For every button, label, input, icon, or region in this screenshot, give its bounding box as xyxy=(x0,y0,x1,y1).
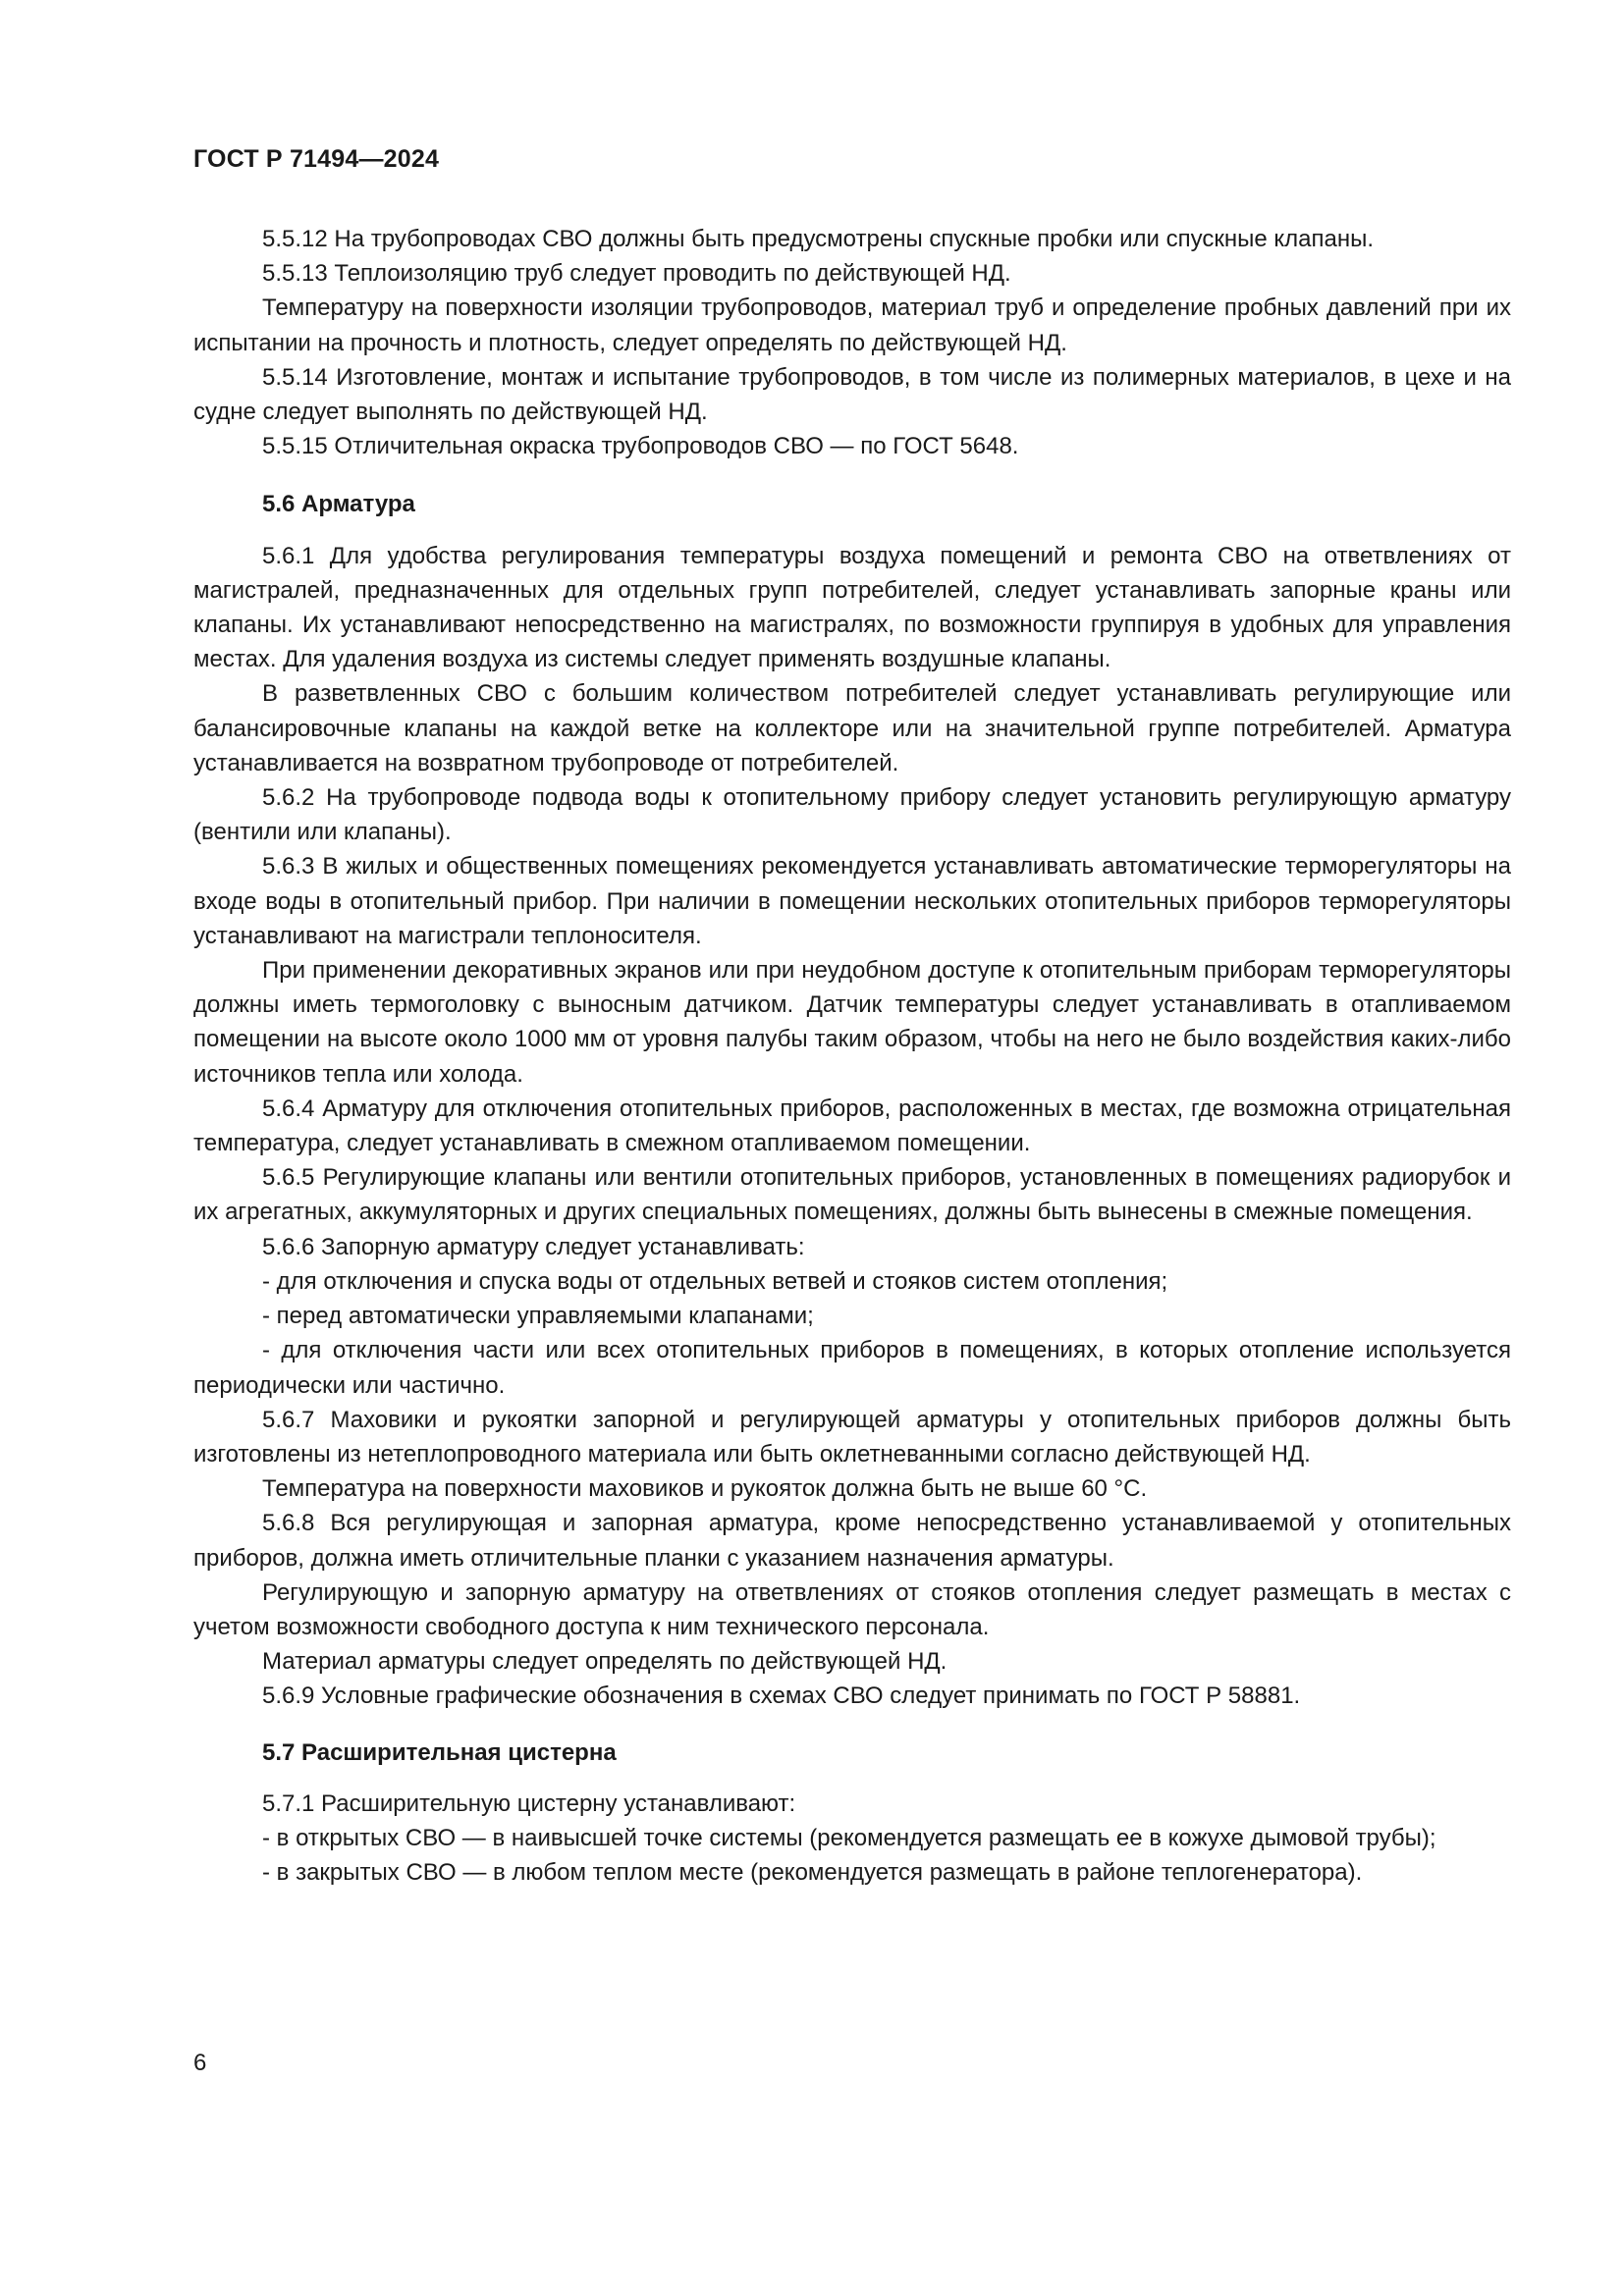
paragraph: 5.6.8 Вся регулирующая и запорная арматура, кроме непосредственно устанавливаемой у отопительных приборов, должна иметь отличительные планки с указанием назначения арматуры. xyxy=(193,1510,1511,1572)
page-number: 6 xyxy=(193,2050,207,2076)
paragraph: 5.6.6 Запорную арматуру следует устанавливать: xyxy=(262,1233,805,1260)
section-heading-5-7: 5.7 Расширительная цистерна xyxy=(262,1738,617,1766)
paragraph: Температура на поверхности маховиков и рукояток должна быть не выше 60 °C. xyxy=(262,1475,1148,1503)
paragraph: 5.6.9 Условные графические обозначения в схемах СВО следует принимать по ГОСТ Р 58881. xyxy=(262,1682,1301,1710)
paragraph: Материал арматуры следует определять по действующей НД. xyxy=(262,1648,947,1676)
document-body xyxy=(193,222,1511,1890)
section-heading-5-6: 5.6 Арматура xyxy=(262,491,415,518)
paragraph: 5.6.5 Регулирующие клапаны или вентили отопительных приборов, установленных в помещениях радиорубок и их агрегатных, аккумуляторных и других специальных помещениях, должны быть вынесены в смежные помещения. xyxy=(193,1164,1511,1226)
list-item: - для отключения и спуска воды от отдельных ветвей и стояков систем отопления; xyxy=(262,1267,1168,1295)
document-code-header: ГОСТ Р 71494—2024 xyxy=(193,145,440,173)
paragraph: 5.6.1 Для удобства регулирования температуры воздуха помещений и ремонта СВО на ответвлениях от магистралей, предназначенных для отдельных групп потребителей, следует устанавливать запорные краны или клапаны. Их устанавливают непосредственно на магистралях, по возможности группируя в удобных для управления местах. Для удаления воздуха из системы следует применять воздушные клапаны. xyxy=(193,542,1511,673)
list-item: - в открытых СВО — в наивысшей точке системы (рекомендуется размещать ее в кожухе дымовой трубы); xyxy=(262,1824,1436,1851)
paragraph: 5.6.4 Арматуру для отключения отопительных приборов, расположенных в местах, где возможна отрицательная температура, следует устанавливать в смежном отапливаемом помещении. xyxy=(193,1095,1511,1157)
paragraph: 5.5.14 Изготовление, монтаж и испытание трубопроводов, в том числе из полимерных материалов, в цехе и на судне следует выполнять по действующей НД. xyxy=(193,363,1511,426)
paragraph: 5.5.12 На трубопроводах СВО должны быть предусмотрены спускные пробки или спускные клапаны. xyxy=(262,226,1374,252)
paragraph: 5.7.1 Расширительную цистерну устанавливают: xyxy=(262,1789,796,1817)
paragraph: В разветвленных СВО с большим количеством потребителей следует устанавливать регулирующие или балансировочные клапаны на каждой ветке на коллекторе или на значительной группе потребителей. Арматура устанавливается на возвратном трубопроводе от потребителей. xyxy=(193,680,1511,776)
paragraph: 5.5.15 Отличительная окраска трубопроводов СВО — по ГОСТ 5648. xyxy=(262,433,1019,460)
paragraph: 5.5.13 Теплоизоляцию труб следует проводить по действующей НД. xyxy=(262,260,1011,288)
paragraph: 5.6.3 В жилых и общественных помещениях рекомендуется устанавливать автоматические терморегуляторы на входе воды в отопительный прибор. При наличии в помещении нескольких отопительных приборов терморегуляторы устанавливают на магистрали теплоносителя. xyxy=(193,853,1511,949)
paragraph: 5.6.2 На трубопроводе подвода воды к отопительному прибору следует установить регулирующую арматуру (вентили или клапаны). xyxy=(193,784,1511,846)
paragraph: При применении декоративных экранов или при неудобном доступе к отопительным приборам терморегуляторы должны иметь термоголовку с выносным датчиком. Датчик температуры следует устанавливать в отапливаемом помещении на высоте около 1000 мм от уровня палубы таким образом, чтобы на него не было воздействия каких-либо источников тепла или холода. xyxy=(193,957,1511,1088)
list-item: - в закрытых СВО — в любом теплом месте (рекомендуется размещать в районе теплогенератора). xyxy=(262,1859,1363,1887)
paragraph: Регулирующую и запорную арматуру на ответвлениях от стояков отопления следует размещать в местах с учетом возможности свободного доступа к ним технического персонала. xyxy=(193,1578,1511,1640)
list-item: - перед автоматически управляемыми клапанами; xyxy=(262,1303,814,1330)
list-item: - для отключения части или всех отопительных приборов в помещениях, в которых отопление используется периодически или частично. xyxy=(193,1337,1511,1399)
paragraph: 5.6.7 Маховики и рукоятки запорной и регулирующей арматуры у отопительных приборов должны быть изготовлены из нетеплопроводного материала или быть оклетневанными согласно действующей НД. xyxy=(193,1406,1511,1468)
paragraph: Температуру на поверхности изоляции трубопроводов, материал труб и определение пробных давлений при их испытании на прочность и плотность, следует определять по действующей НД. xyxy=(193,294,1511,356)
